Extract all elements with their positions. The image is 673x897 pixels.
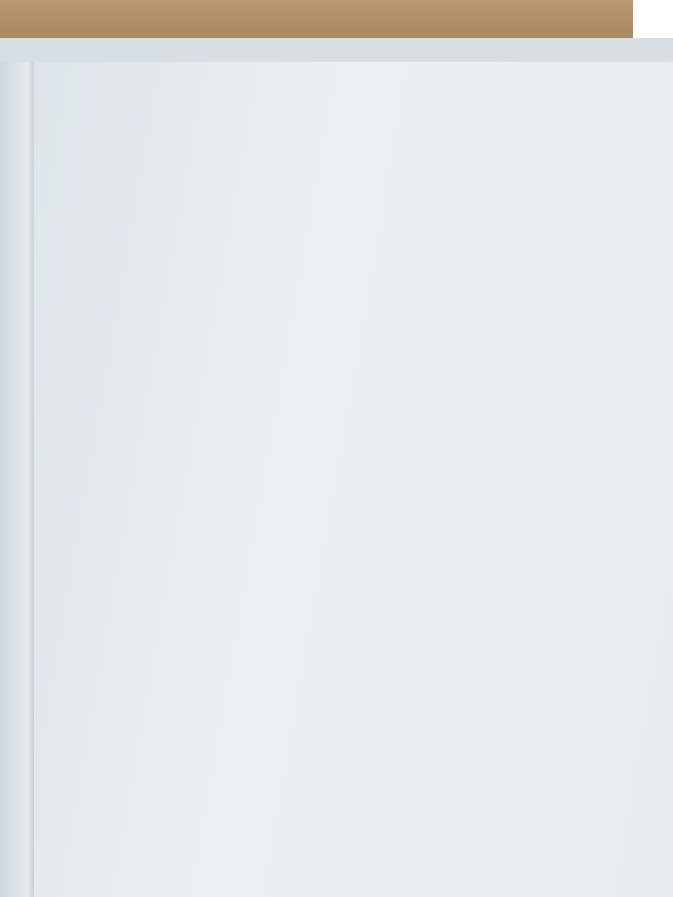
white-corner — [633, 0, 673, 38]
background-table — [0, 0, 673, 38]
page-edge — [0, 38, 673, 62]
book-page — [34, 62, 673, 897]
